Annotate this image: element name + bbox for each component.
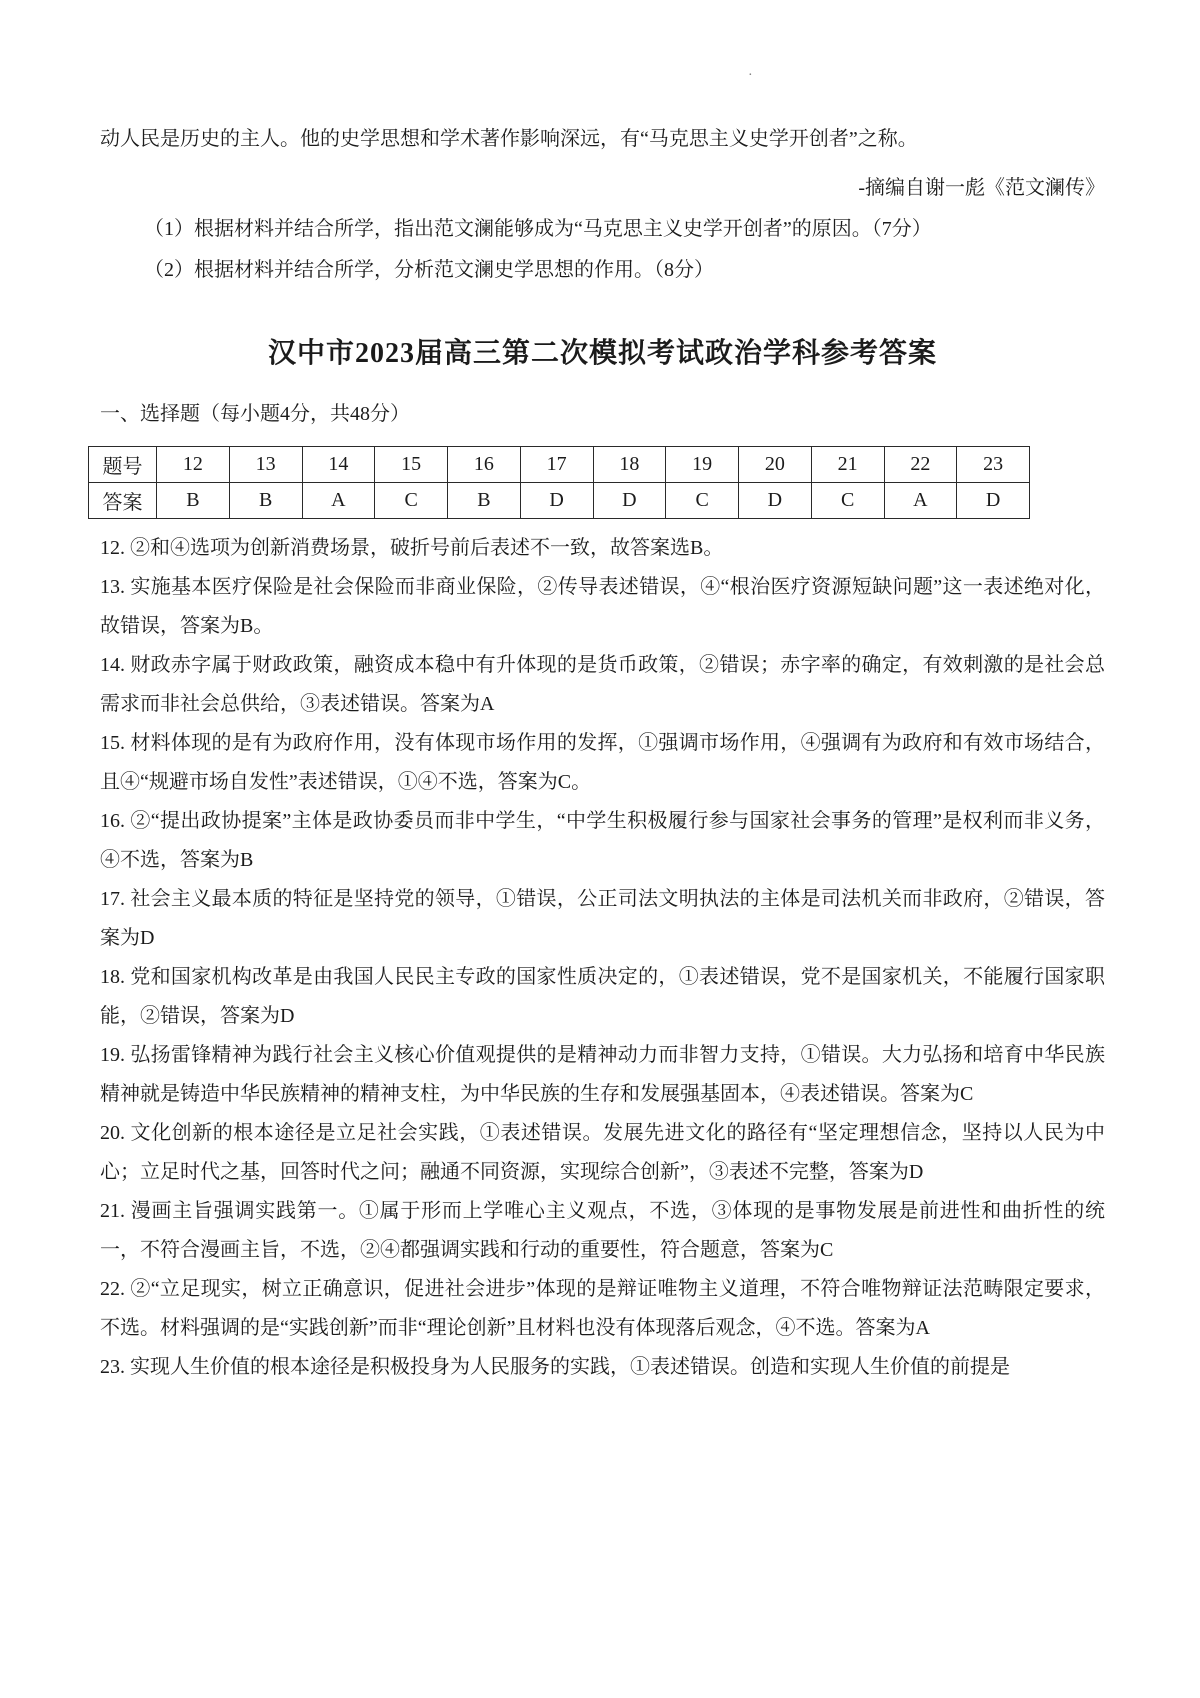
question-number-cell: 12	[157, 447, 230, 483]
answer-cell: C	[666, 483, 739, 519]
question-number-cell: 16	[448, 447, 521, 483]
intro-paragraph: 动人民是历史的主人。他的史学思想和学术著作影响深远，有“马克思主义史学开创者”之称。	[100, 128, 918, 150]
explanation-item-13: 13. 实施基本医疗保险是社会保险而非商业保险，②传导表述错误，④“根治医疗资源短缺问题”这一表述绝对化，故错误，答案为B。	[100, 576, 1105, 637]
answer-cell: B	[157, 483, 230, 519]
question-1: （1）根据材料并结合所学，指出范文澜能够成为“马克思主义史学开创者”的原因。（7分）	[144, 218, 932, 240]
stray-mark: ·	[748, 68, 753, 83]
answer-cell: D	[957, 483, 1030, 519]
question-2: （2）根据材料并结合所学，分析范文澜史学思想的作用。（8分）	[144, 259, 714, 281]
answer-key-title: 汉中市2023届高三第二次模拟考试政治学科参考答案	[267, 338, 937, 369]
answer-cell: C	[811, 483, 884, 519]
answer-cell: D	[593, 483, 666, 519]
answer-cell: D	[520, 483, 593, 519]
explanation-item-15: 15. 材料体现的是有为政府作用，没有体现市场作用的发挥，①强调市场作用，④强调有为政府和有效市场结合，且④“规避市场自发性”表述错误，①④不选，答案为C。	[100, 732, 1105, 793]
explanation-list	[100, 529, 1105, 1387]
explanation-item-19: 19. 弘扬雷锋精神为践行社会主义核心价值观提供的是精神动力而非智力支持，①错误。大力弘扬和培育中华民族精神就是铸造中华民族精神的精神支柱，为中华民族的生存和发展强基固本，④表述错误。答案为C	[100, 1044, 1105, 1105]
question-number-cell: 22	[884, 447, 957, 483]
row-label-number: 题号	[89, 447, 157, 483]
question-number-cell: 21	[811, 447, 884, 483]
explanation-item-18: 18. 党和国家机构改革是由我国人民民主专政的国家性质决定的，①表述错误，党不是国家机关，不能履行国家职能，②错误，答案为D	[100, 966, 1105, 1027]
explanation-item-22: 22. ②“立足现实，树立正确意识，促进社会进步”体现的是辩证唯物主义道理，不符合唯物辩证法范畴限定要求，不选。材料强调的是“实践创新”而非“理论创新”且材料也没有体现落后观念，④不选。答案为A	[100, 1278, 1105, 1339]
table-row-question-numbers	[89, 447, 1030, 483]
explanation-item-12: 12. ②和④选项为创新消费场景，破折号前后表述不一致，故答案选B。	[100, 537, 724, 559]
explanation-item-23: 23. 实现人生价值的根本途径是积极投身为人民服务的实践，①表述错误。创造和实现人生价值的前提是	[100, 1356, 1010, 1378]
row-label-answer: 答案	[89, 483, 157, 519]
explanation-item-17: 17. 社会主义最本质的特征是坚持党的领导，①错误，公正司法文明执法的主体是司法机关而非政府，②错误，答案为D	[100, 888, 1105, 949]
question-number-cell: 20	[739, 447, 812, 483]
answer-cell: B	[229, 483, 302, 519]
question-number-cell: 13	[229, 447, 302, 483]
answer-table	[88, 446, 1030, 519]
question-number-cell: 17	[520, 447, 593, 483]
source-citation: -摘编自谢一彪《范文澜传》	[858, 177, 1105, 199]
question-number-cell: 14	[302, 447, 375, 483]
question-number-cell: 23	[957, 447, 1030, 483]
answer-cell: A	[884, 483, 957, 519]
explanation-item-16: 16. ②“提出政协提案”主体是政协委员而非中学生，“中学生积极履行参与国家社会事务的管理”是权利而非义务，④不选，答案为B	[100, 810, 1105, 871]
question-number-cell: 19	[666, 447, 739, 483]
question-number-cell: 15	[375, 447, 448, 483]
answer-cell: A	[302, 483, 375, 519]
explanation-item-21: 21. 漫画主旨强调实践第一。①属于形而上学唯心主义观点，不选，③体现的是事物发展是前进性和曲折性的统一，不符合漫画主旨，不选，②④都强调实践和行动的重要性，符合题意，答案为C	[100, 1200, 1105, 1261]
table-row-answers	[89, 483, 1030, 519]
section-heading: 一、选择题（每小题4分，共48分）	[100, 403, 410, 425]
answer-cell: B	[448, 483, 521, 519]
answer-cell: C	[375, 483, 448, 519]
explanation-item-14: 14. 财政赤字属于财政政策，融资成本稳中有升体现的是货币政策，②错误；赤字率的确定，有效刺激的是社会总需求而非社会总供给，③表述错误。答案为A	[100, 654, 1105, 715]
question-number-cell: 18	[593, 447, 666, 483]
answer-cell: D	[739, 483, 812, 519]
explanation-item-20: 20. 文化创新的根本途径是立足社会实践，①表述错误。发展先进文化的路径有“坚定理想信念，坚持以人民为中心；立足时代之基，回答时代之问；融通不同资源，实现综合创新”，③表述不完整，答案为D	[100, 1122, 1105, 1183]
